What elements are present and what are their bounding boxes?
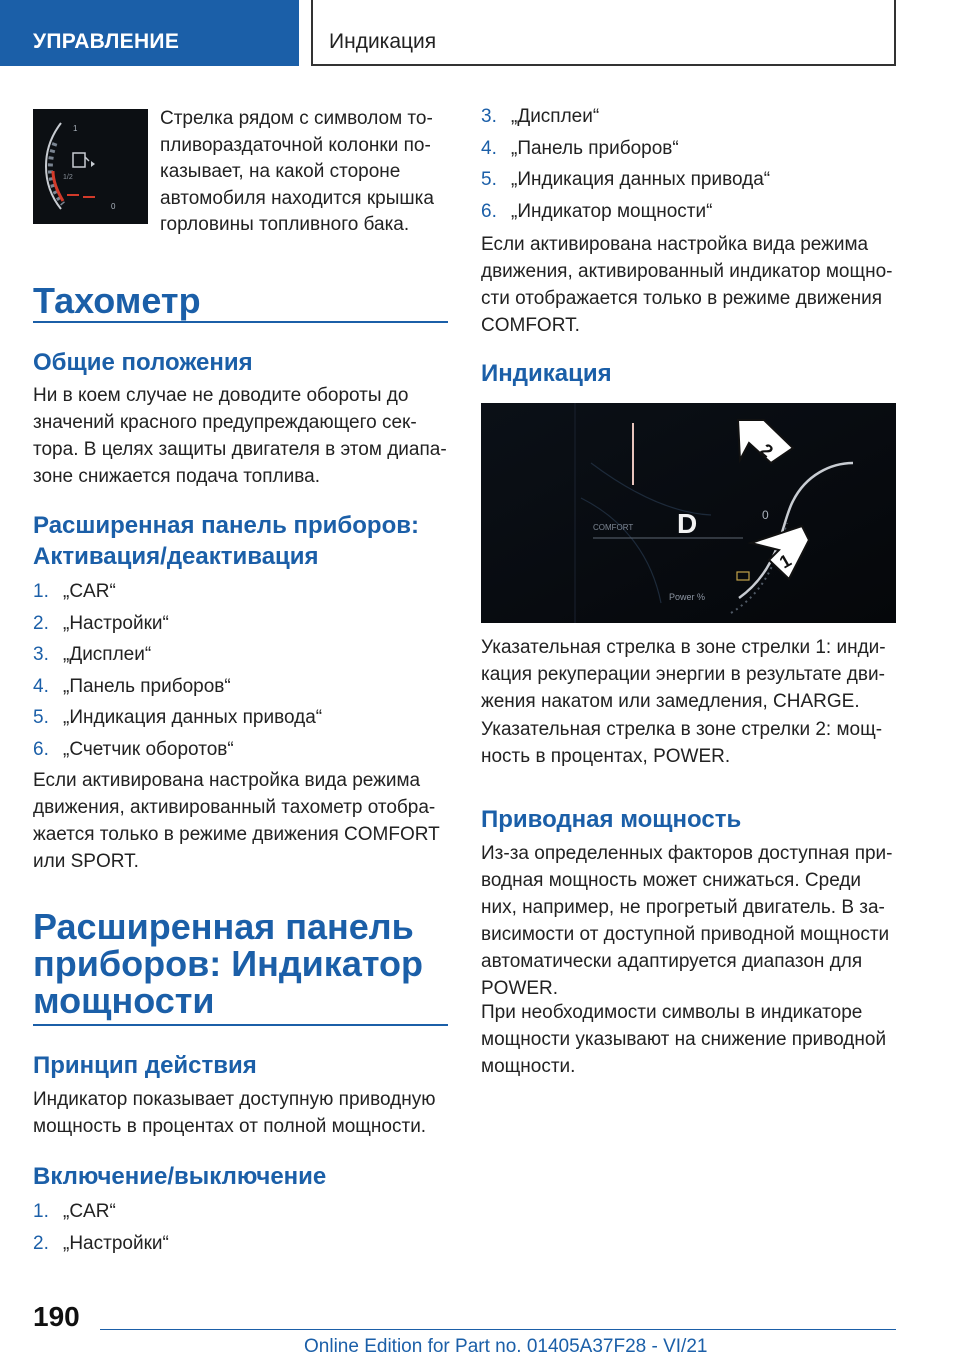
edition-label: Online Edition for Part no. 01405A37F28 - VI/21 xyxy=(304,1336,708,1357)
heading-rule xyxy=(33,321,448,323)
svg-text:1/2: 1/2 xyxy=(63,174,73,181)
list-item-label: „Настройки“ xyxy=(63,1232,169,1254)
footer-rule xyxy=(100,1329,896,1330)
page-number: 190 xyxy=(33,1301,80,1332)
arrow2-text: Указательная стрелка в зоне стрелки 2: мощ- ность в процентах, POWER. xyxy=(481,719,883,767)
chapter-tab xyxy=(311,0,896,66)
power-indicator-heading: Расширенная панель приборов: Индикатор мощности xyxy=(33,906,423,1021)
cluster-zero: 0 xyxy=(762,508,769,522)
chapter-title: Индикация xyxy=(329,30,437,53)
drive-power-text: Из-за определенных факторов доступная при- водная мощность может снижаться. Среди них, например, не прогретый двигатель. В за- висимости от доступной приводной мощности автоматически адаптируется диапазон для POWER. xyxy=(481,843,893,999)
cluster-mode-label: COMFORT xyxy=(593,523,634,532)
general-text: Ни в коем случае не доводите обороты до значений красного предупреждающего сек- тора. В целях защиты двигателя в этом диапа- зоне снижается подача топлива. xyxy=(33,385,447,487)
list-item xyxy=(481,135,881,162)
list-item-number: 3. xyxy=(33,644,49,665)
list-item-number: 1. xyxy=(33,581,49,602)
list-item-label: „Дисплеи“ xyxy=(511,106,600,127)
list-item xyxy=(33,673,433,700)
list-item-number: 4. xyxy=(33,675,49,697)
list-item-label: „CAR“ xyxy=(63,1201,116,1222)
principle-heading: Принцип действия xyxy=(33,1052,257,1079)
list-item-number: 5. xyxy=(481,169,497,190)
section-title: УПРАВЛЕНИЕ xyxy=(33,30,180,53)
list-item-number: 3. xyxy=(481,106,497,127)
list-item xyxy=(481,198,881,225)
list-item xyxy=(33,641,433,668)
cluster-callout-1: 1 xyxy=(776,550,795,573)
list-item-label: „Индикатор мощности“ xyxy=(511,200,713,222)
list-item xyxy=(33,610,433,637)
cluster-power-label: Power % xyxy=(669,592,706,602)
list-item-number: 5. xyxy=(33,707,49,728)
list-item-label: „CAR“ xyxy=(63,581,116,602)
list-item xyxy=(33,704,433,731)
display-heading: Индикация xyxy=(481,360,612,387)
list-item xyxy=(481,103,881,130)
tachometer-heading: Тахометр xyxy=(33,280,201,321)
steps-note: Если активирована настройка вида режима движения, активированный индикатор мощно- сти отображается только в режиме движения COMFORT. xyxy=(481,234,893,336)
cluster-gear: D xyxy=(677,508,698,539)
principle-text: Индикатор показывает доступную приводную мощность в процентах от полной мощности. xyxy=(33,1089,436,1137)
list-item-label: „Индикация данных привода“ xyxy=(511,169,771,190)
list-item-number: 6. xyxy=(33,738,49,760)
list-item xyxy=(33,578,433,605)
list-item-label: „Настройки“ xyxy=(63,612,169,634)
panel-note: Если активирована настройка вида режима движения, активированный тахометр отобра- жается только в режиме движения COMFORT или SPORT. xyxy=(33,770,440,872)
list-item xyxy=(33,1198,433,1225)
symbols-text: При необходимости символы в индикаторе мощности указывают на снижение приводной мощности. xyxy=(481,1002,887,1077)
cluster-callout-2: 2 xyxy=(756,439,777,462)
svg-text:1: 1 xyxy=(73,124,78,133)
list-item xyxy=(481,166,881,193)
list-item-number: 4. xyxy=(481,137,497,159)
fuel-caption: Стрелка рядом с символом то- пливораздаточной колонки по- казывает, на какой стороне автомобиля находится крышка горловины топливного бака. xyxy=(160,108,434,235)
list-item-number: 2. xyxy=(33,1232,49,1254)
list-item-label: „Индикация данных привода“ xyxy=(63,707,323,728)
list-item-number: 1. xyxy=(33,1201,49,1222)
fuel-gauge-image xyxy=(33,109,148,224)
general-heading: Общие положения xyxy=(33,349,253,376)
heading-rule xyxy=(33,1024,448,1026)
list-item-label: „Панель приборов“ xyxy=(63,675,231,697)
onoff-heading: Включение/выключение xyxy=(33,1163,327,1190)
list-item-label: „Панель приборов“ xyxy=(511,137,679,159)
panel-heading: Расширенная панель приборов: Активация/деактивация xyxy=(33,512,419,570)
list-item xyxy=(33,1230,433,1257)
list-item-label: „Счетчик оборотов“ xyxy=(63,738,234,760)
list-item-number: 6. xyxy=(481,200,497,222)
list-item xyxy=(33,736,433,763)
list-item-label: „Дисплеи“ xyxy=(63,644,152,665)
section-tab xyxy=(0,0,299,66)
list-item-number: 2. xyxy=(33,612,49,634)
drive-power-heading: Приводная мощность xyxy=(481,806,742,833)
svg-text:0: 0 xyxy=(111,202,116,211)
power-cluster-image xyxy=(481,403,896,623)
arrow1-text: Указательная стрелка в зоне стрелки 1: инди- кация рекуперации энергии в результате дви- жения накатом или замедления, CHARGE. xyxy=(481,637,886,712)
